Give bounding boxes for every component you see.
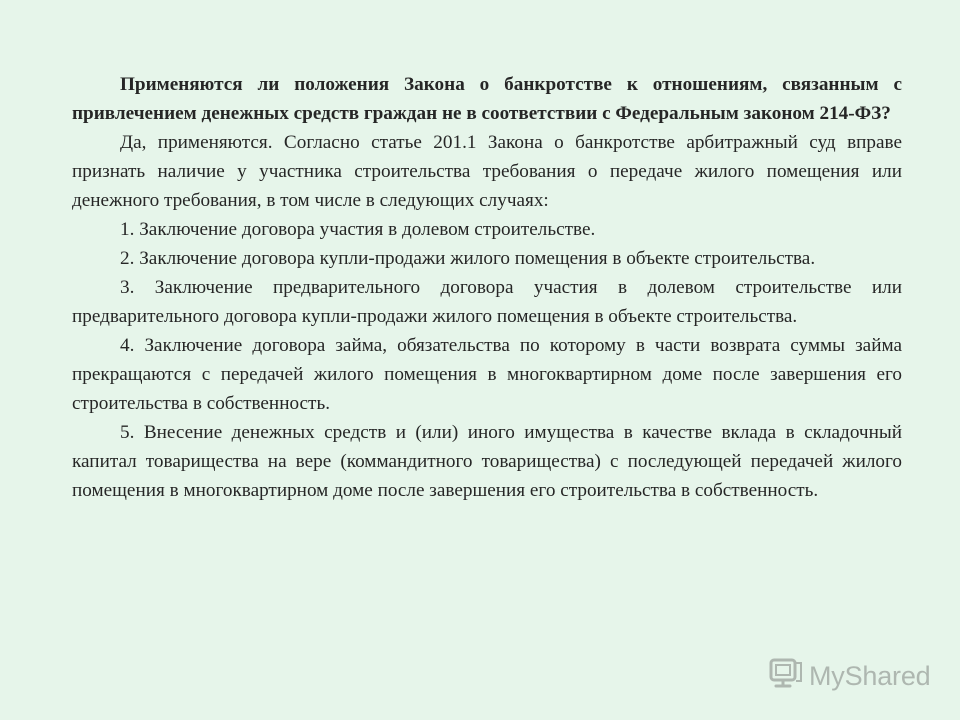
mypresentation-logo-icon xyxy=(768,656,804,697)
list-item-5: 5. Внесение денежных средств и (или) иного имущества в качестве вклада в складочный капитал товарищества на вере (коммандитного товарищества) с последующей передачей жилого помещения в многоквартирном доме после завершения его строительства в собственность. xyxy=(72,422,902,501)
list-item-2: 2. Заключение договора купли-продажи жилого помещения в объекте строительства. xyxy=(120,248,816,269)
watermark xyxy=(768,656,938,696)
slide-content xyxy=(72,70,902,505)
watermark-text: MyShared xyxy=(809,660,931,691)
list-item-3: 3. Заключение предварительного договора участия в долевом строительстве или предварительного договора купли-продажи жилого помещения в объекте строительства. xyxy=(72,277,902,327)
list-item-1: 1. Заключение договора участия в долевом строительстве. xyxy=(120,219,596,240)
answer-paragraph: Да, применяются. Согласно статье 201.1 Закона о банкротстве арбитражный суд вправе признать наличие у участника строительства требования о передаче жилого помещения или денежного требования, в том числе в следующих случаях: xyxy=(72,132,902,211)
question-paragraph: Применяются ли положения Закона о банкротстве к отношениям, связанным с привлечением денежных средств граждан не в соответствии с Федеральным законом 214-ФЗ? xyxy=(72,74,902,124)
list-item-4: 4. Заключение договора займа, обязательства по которому в части возврата суммы займа прекращаются с передачей жилого помещения в многоквартирном доме после завершения его строительства в собственность. xyxy=(72,335,902,414)
